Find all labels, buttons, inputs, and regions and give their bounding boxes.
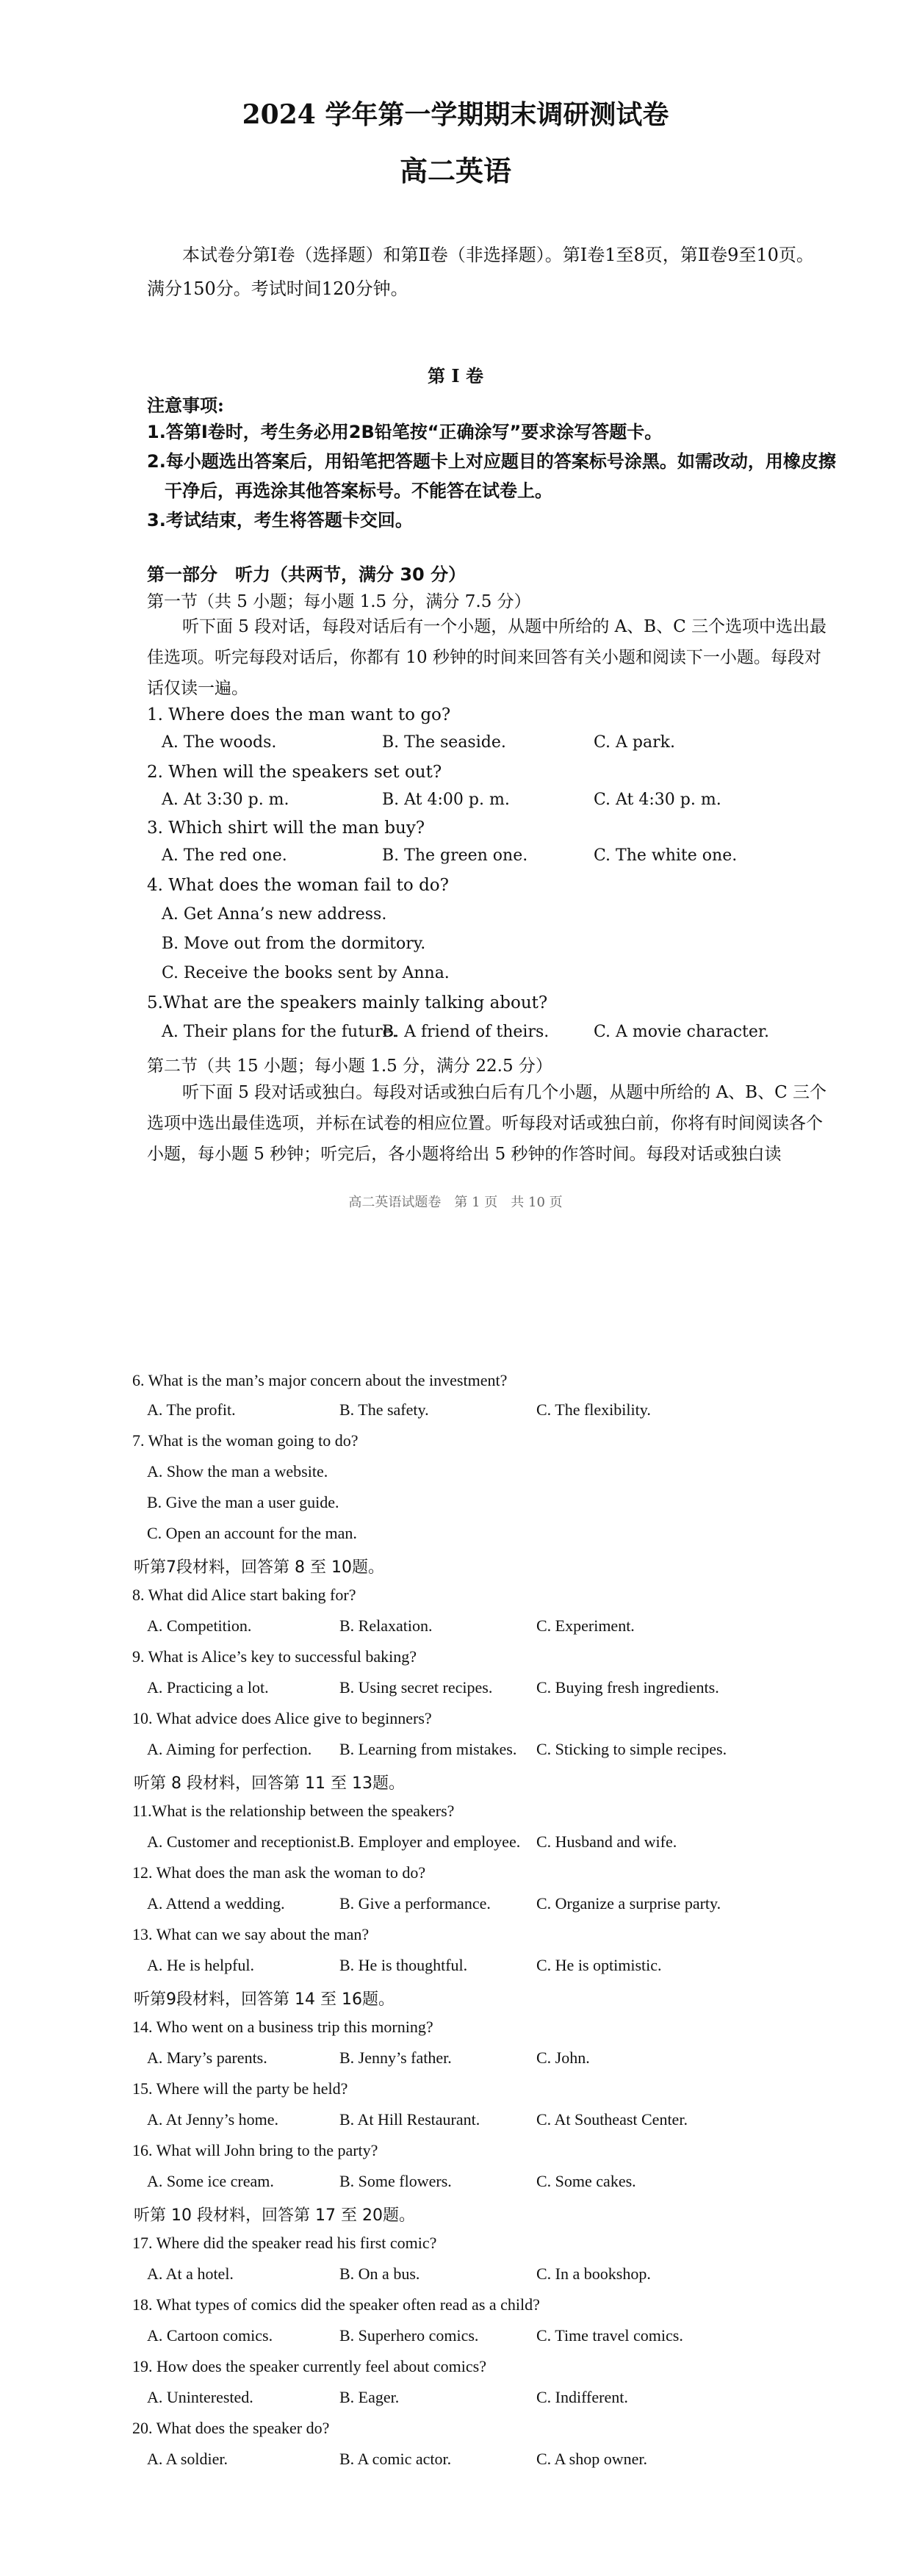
question-stem: 14. Who went on a business trip this morning?	[132, 2018, 433, 2036]
option-a: A. Attend a wedding.	[147, 1894, 285, 1913]
question-stem: 6. What is the man’s major concern about the investment?	[132, 1371, 508, 1389]
option-b: B. Employer and employee.	[339, 1832, 521, 1851]
subject-title: 高二英语	[399, 154, 511, 187]
option-c: C. A shop owner.	[536, 2450, 647, 2468]
question-stem: 12. What does the man ask the woman to do?	[132, 1863, 426, 1882]
option-b: B. The seaside.	[382, 733, 506, 752]
option-b: B. A comic actor.	[339, 2450, 452, 2468]
question-stem: 9. What is Alice’s key to successful baking?	[132, 1647, 417, 1666]
option-b: B. He is thoughtful.	[339, 1956, 468, 1974]
question-stem: 7. What is the woman going to do?	[132, 1431, 359, 1450]
exam-intro: 本试卷分第Ⅰ卷（选择题）和第Ⅱ卷（非选择题）。第Ⅰ卷1至8页，第Ⅱ卷9至10页。满分150分。考试时间120分钟。	[147, 245, 814, 299]
option-a: A. Practicing a lot.	[147, 1678, 269, 1697]
question-stem: 20. What does the speaker do?	[132, 2419, 330, 2437]
option-b: B. Give a performance.	[339, 1894, 491, 1913]
section-title: 第 I 卷	[428, 365, 483, 386]
part1-sec2-title: 第二节（共 15 小题；每小题 1.5 分，满分 22.5 分）	[147, 1057, 552, 1076]
option-a: A. Cartoon comics.	[147, 2326, 273, 2345]
option-c: C. Some cakes.	[536, 2172, 636, 2190]
material-10-heading: 听第 10 段材料，回答第 17 至 20题。	[134, 2206, 415, 2225]
option-c: C. At Southeast Center.	[536, 2110, 688, 2129]
option-c: C. A movie character.	[594, 1023, 770, 1041]
note-2: 2.每小题选出答案后，用铅笔把答题卡上对应题目的答案标号涂黑。如需改动，用橡皮擦	[147, 451, 836, 472]
option-c: C. He is optimistic.	[536, 1956, 662, 1974]
option-c: C. At 4:30 p. m.	[594, 791, 721, 809]
question-stem: 15. Where will the party be held?	[132, 2079, 348, 2098]
option-b: B. Some flowers.	[339, 2172, 452, 2190]
option-b: B. On a bus.	[339, 2264, 420, 2283]
question-stem: 17. Where did the speaker read his first comic?	[132, 2234, 437, 2252]
option-b: B. Move out from the dormitory.	[162, 935, 426, 953]
material-9-heading: 听第9段材料，回答第 14 至 16题。	[134, 1990, 395, 2009]
question-stem: 2. When will the speakers set out?	[147, 763, 442, 782]
question-stem: 4. What does the woman fail to do?	[147, 876, 449, 895]
option-c: C. Husband and wife.	[536, 1832, 677, 1851]
option-a: A. The woods.	[162, 733, 277, 752]
option-b: B. The green one.	[382, 846, 528, 865]
question-stem: 13. What can we say about the man?	[132, 1925, 370, 1943]
option-a: A. Mary’s parents.	[147, 2048, 267, 2067]
option-a: A. Competition.	[147, 1616, 252, 1635]
option-a: A. Show the man a website.	[147, 1462, 328, 1481]
material-7-heading: 听第7段材料，回答第 8 至 10题。	[134, 1558, 384, 1577]
option-b: B. Learning from mistakes.	[339, 1740, 517, 1758]
question-stem: 18. What types of comics did the speaker often read as a child?	[132, 2295, 540, 2314]
option-c: C. Experiment.	[536, 1616, 635, 1635]
option-c: C. Open an account for the man.	[147, 1524, 357, 1542]
part1-title: 第一部分 听力（共两节，满分 30 分）	[147, 564, 467, 585]
note-1: 1.答第Ⅰ卷时，考生务必用2B铅笔按“正确涂写”要求涂写答题卡。	[147, 422, 663, 442]
option-a: A. Their plans for the future.	[162, 1023, 397, 1041]
option-c: C. The flexibility.	[536, 1400, 651, 1419]
option-b: B. A friend of theirs.	[382, 1023, 550, 1041]
option-c: C. Time travel comics.	[536, 2326, 683, 2345]
option-a: A. At Jenny’s home.	[147, 2110, 279, 2129]
question-stem: 5.What are the speakers mainly talking about?	[147, 993, 548, 1012]
option-b: B. Jenny’s father.	[339, 2048, 452, 2067]
part1-sec2-directions: 听下面 5 段对话或独白。每段对话或独白后有几个小题，从题中所给的 A、B、C 三个选项中选出最佳选项，并标在试卷的相应位置。听每段对话或独白前，你将有时间阅读各个小题，每小题 5 秒钟；听完后，各小题将给出 5 秒钟的作答时间。每段对话或独白读	[147, 1083, 827, 1164]
option-b: B. Relaxation.	[339, 1616, 433, 1635]
option-a: A. The profit.	[147, 1400, 236, 1419]
option-a: A. At 3:30 p. m.	[162, 791, 289, 809]
question-stem: 16. What will John bring to the party?	[132, 2141, 378, 2159]
question-stem: 10. What advice does Alice give to beginners?	[132, 1709, 432, 1727]
option-a: A. Customer and receptionist.	[147, 1832, 341, 1851]
option-c: C. Organize a surprise party.	[536, 1894, 721, 1913]
question-stem: 8. What did Alice start baking for?	[132, 1586, 356, 1604]
option-a: A. Aiming for perfection.	[147, 1740, 312, 1758]
option-c: C. John.	[536, 2048, 590, 2067]
option-a: A. Uninterested.	[147, 2388, 253, 2406]
note-2-continued: 干净后，再选涂其他答案标号。不能答在试卷上。	[165, 481, 552, 501]
option-b: B. At Hill Restaurant.	[339, 2110, 480, 2129]
option-b: B. The safety.	[339, 1400, 429, 1419]
option-a: A. Get Anna’s new address.	[162, 905, 387, 924]
option-a: A. Some ice cream.	[147, 2172, 274, 2190]
option-c: C. Indifferent.	[536, 2388, 628, 2406]
option-a: A. The red one.	[162, 846, 287, 865]
exam-title: 2024 学年第一学期期末调研测试卷	[242, 99, 669, 130]
page-footer: 高二英语试题卷 第 1 页 共 10 页	[348, 1195, 563, 1210]
option-c: C. Buying fresh ingredients.	[536, 1678, 719, 1697]
option-a: A. He is helpful.	[147, 1956, 255, 1974]
part1-sec1-title: 第一节（共 5 小题；每小题 1.5 分，满分 7.5 分）	[147, 592, 531, 611]
material-8-heading: 听第 8 段材料，回答第 11 至 13题。	[134, 1774, 405, 1793]
option-a: A. At a hotel.	[147, 2264, 234, 2283]
option-c: C. Receive the books sent by Anna.	[162, 964, 450, 982]
option-a: A. A soldier.	[147, 2450, 228, 2468]
question-stem: 3. Which shirt will the man buy?	[147, 819, 425, 838]
option-b: B. Give the man a user guide.	[147, 1493, 339, 1511]
question-stem: 11.What is the relationship between the speakers?	[132, 1802, 455, 1820]
option-b: B. Eager.	[339, 2388, 400, 2406]
option-c: C. In a bookshop.	[536, 2264, 651, 2283]
option-c: C. Sticking to simple recipes.	[536, 1740, 727, 1758]
option-b: B. Superhero comics.	[339, 2326, 479, 2345]
option-b: B. Using secret recipes.	[339, 1678, 493, 1697]
note-3: 3.考试结束，考生将答题卡交回。	[147, 510, 413, 530]
question-stem: 19. How does the speaker currently feel about comics?	[132, 2357, 486, 2375]
notes-heading: 注意事项:	[147, 395, 224, 416]
option-b: B. At 4:00 p. m.	[382, 791, 510, 809]
question-stem: 1. Where does the man want to go?	[147, 705, 451, 724]
part1-sec1-directions: 听下面 5 段对话，每段对话后有一个小题，从题中所给的 A、B、C 三个选项中选出最佳选项。听完每段对话后，你都有 10 秒钟的时间来回答有关小题和阅读下一小题。每段对话仅读一遍。	[147, 617, 827, 698]
option-c: C. A park.	[594, 733, 675, 752]
option-c: C. The white one.	[594, 846, 738, 865]
